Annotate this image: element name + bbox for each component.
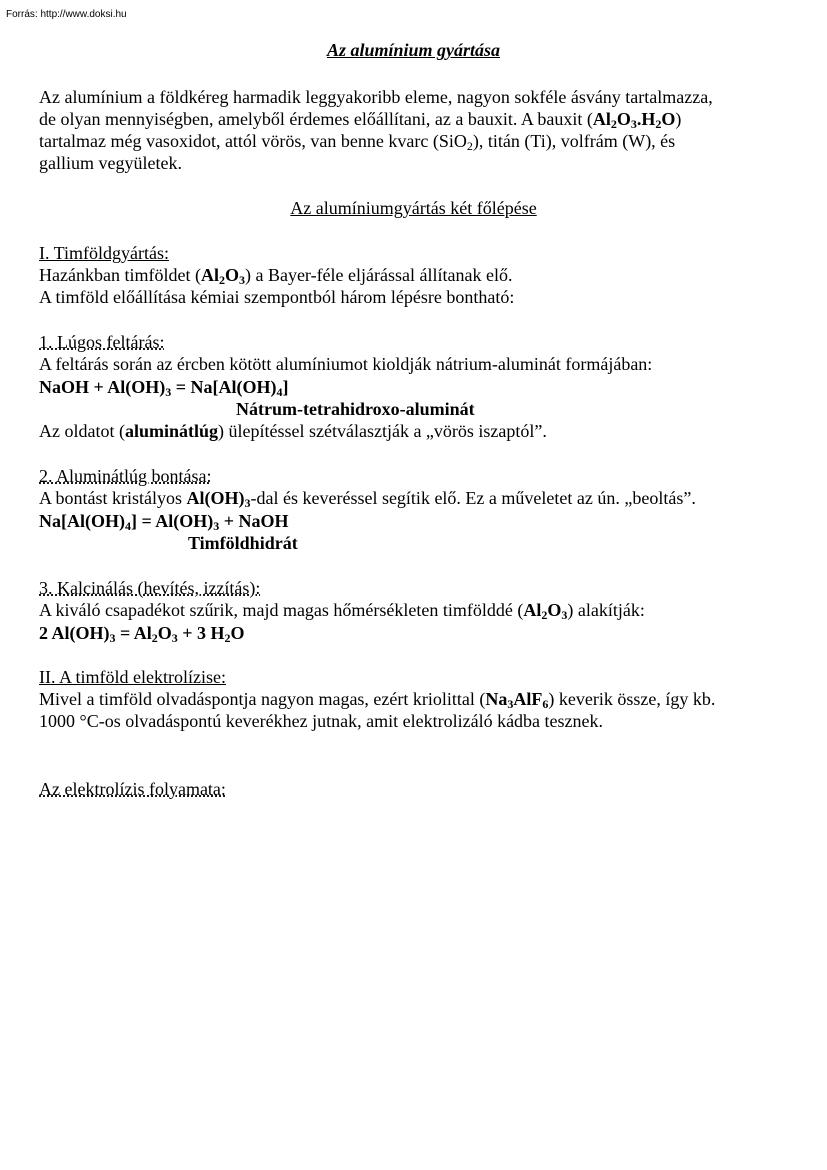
step2-product-name: Timföldhidrát bbox=[188, 533, 298, 553]
section2-line-1: Mivel a timföld olvadáspontja nagyon magas, ezért kriolittal $(Na_3AlF_6)$ keverik össze, így kb. bbox=[39, 689, 716, 711]
step1-product-name: Nátrum-tetrahidroxo-aluminát bbox=[236, 399, 475, 419]
intro-line-3: tartalmaz még vasoxidot, attól vörös, van benne kvarc (SiO$_2$), titán (Ti), volfrám (W), és bbox=[39, 131, 676, 153]
section2-line-2: 1000 °C-os olvadáspontú keverékhez jutnak, amit elektrolizáló kádba tesznek. bbox=[39, 711, 604, 731]
section2-heading: II. A timföld elektrolízise: bbox=[39, 667, 226, 687]
step1-after: Az oldatot (aluminátlúg) ülepítéssel szétválasztják a „vörös iszaptól”. bbox=[39, 421, 547, 441]
intro-line-4: gallium vegyületek. bbox=[39, 153, 182, 173]
step2-text: A bontást kristályos $Al(OH)_3$-dal és keveréssel segítik elő. Ez a műveletet az ún. „beoltás”. bbox=[39, 488, 696, 510]
hydroxide-formula: $Al(OH)_3$ bbox=[186, 488, 251, 510]
step1-heading: 1. Lúgos feltárás: bbox=[39, 332, 165, 352]
step2-heading: 2. Aluminátlúg bontása: bbox=[39, 466, 212, 486]
alumina-formula: $Al_2O_3$ bbox=[200, 265, 245, 287]
alumina-formula-2: $Al_2O_3$ bbox=[523, 600, 568, 622]
source-url: Forrás: http://www.doksi.hu bbox=[6, 9, 127, 20]
section1-line-1: Hazánkban timföldet $(Al_2O_3)$ a Bayer-féle eljárással állítanak elő. bbox=[39, 265, 513, 287]
section-subtitle: Az alumíniumgyártás két főlépése bbox=[290, 198, 537, 218]
section1-heading: I. Timföldgyártás: bbox=[39, 243, 170, 263]
bauxite-formula: $Al_2O_3.H_2O$ bbox=[592, 109, 676, 131]
step3-heading: 3. Kalcinálás (hevítés, izzítás): bbox=[39, 578, 261, 598]
step3-text: A kiváló csapadékot szűrik, majd magas hőmérsékleten timfölddé $(Al_2O_3)$ alakítják: bbox=[39, 600, 645, 622]
intro-line-2: de olyan mennyiségben, amelyből érdemes előállítani, az a bauxit. A bauxit $(Al_2O_3.H_2O)$ bbox=[39, 109, 682, 131]
step2-equation: $Na[Al(OH)_4] = Al(OH)_3$ + NaOH bbox=[39, 511, 289, 533]
intro-line-1: Az alumínium a földkéreg harmadik leggyakoribb eleme, nagyon sokféle ásvány tartalmazza, bbox=[39, 87, 713, 107]
step1-text: A feltárás során az ércben kötött alumíniumot kioldják nátrium-aluminát formájában: bbox=[39, 354, 653, 374]
electrolysis-heading: Az elektrolízis folyamata: bbox=[39, 779, 226, 799]
step1-equation: NaOH + $Al(OH)_3 = Na[Al(OH)_4]$ bbox=[39, 377, 289, 399]
step3-equation: 2 $Al(OH)_3 = Al_2O_3 + 3$ $H_2O$ bbox=[39, 623, 245, 645]
section1-line-2: A timföld előállítása kémiai szempontból három lépésre bontható: bbox=[39, 287, 515, 307]
page-title: Az alumínium gyártása bbox=[326, 40, 501, 60]
cryolite-formula: $Na_3AlF_6$ bbox=[485, 689, 549, 711]
aluminate-lye: aluminátlúg bbox=[124, 421, 219, 441]
